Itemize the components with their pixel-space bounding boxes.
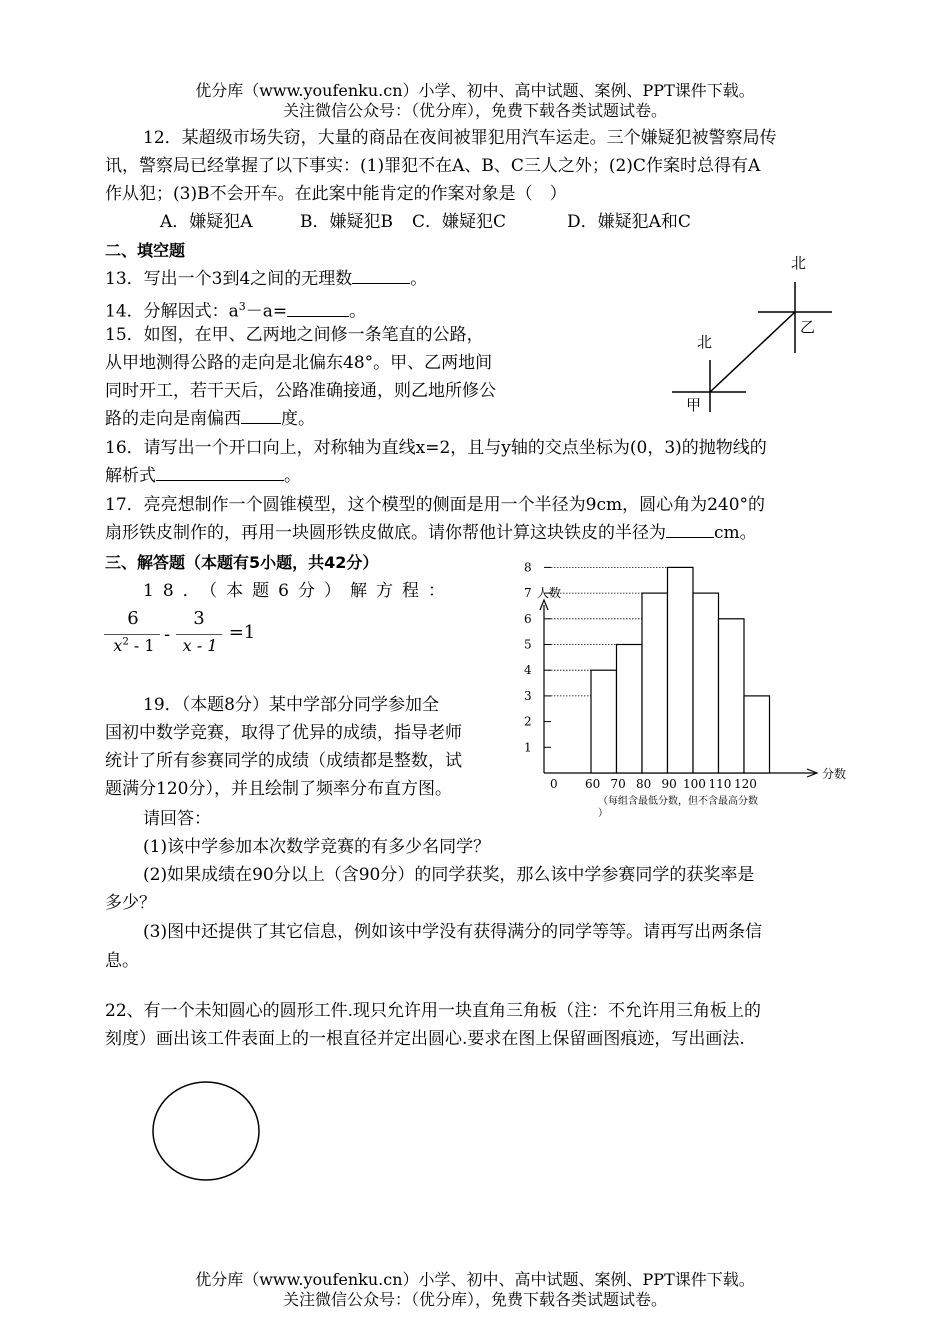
q12-option-b: B．嫌疑犯B (300, 212, 393, 232)
x-tick-label: 100 (683, 777, 706, 791)
q12-line-2: 讯，警察局已经掌握了以下事实：(1)罪犯不在A、B、C三人之外；(2)C作案时总得有A (105, 156, 761, 176)
q18-fraction-bar-2 (176, 634, 222, 635)
yi-label: 乙 (800, 318, 816, 336)
y-tick-label: 1 (524, 740, 532, 755)
q18-numerator-2: 3 (193, 608, 205, 629)
y-tick-label: 6 (524, 611, 532, 626)
q12-option-d: D．嫌疑犯A和C (567, 212, 691, 232)
histogram-note-line-2: ） (598, 808, 608, 819)
y-tick-label: 8 (524, 560, 532, 575)
q16-line-2 (105, 462, 301, 490)
q14-end: 。 (349, 301, 367, 322)
histogram-bar (744, 696, 770, 773)
q17-line-1: 17．亮亮想制作一个圆锥模型，这个模型的侧面是用一个半径为9cm，圆心角为240°的 (105, 495, 766, 515)
q18-minus: - (163, 624, 171, 645)
histogram-bar (693, 593, 719, 773)
q19-sub-2-line-2: 多少？ (105, 893, 156, 913)
section-2-title: 二、填空题 (105, 241, 186, 260)
q15-answer-blank[interactable] (241, 405, 281, 424)
q18-equation (104, 604, 264, 664)
q16-line-2-end: 。 (284, 466, 301, 486)
q15-line-1: 15．如图，在甲、乙两地之间修一条笔直的公路， (105, 325, 484, 345)
q14-answer-blank[interactable] (287, 298, 349, 317)
north-label-left: 北 (697, 333, 713, 351)
x-tick-label: 120 (734, 777, 757, 791)
q13 (105, 265, 427, 293)
q18-den1-base: x (113, 636, 123, 655)
workpiece-circle-figure (150, 1080, 264, 1184)
histogram-bar (642, 593, 668, 773)
x-tick-label: 60 (585, 777, 601, 791)
q19-line-1: 19．（本题8分）某中学部分同学参加全 (143, 695, 439, 715)
y-tick-label: 7 (524, 586, 532, 601)
q22-line-2: 刻度）画出该工件表面上的一根直径并定出圆心.要求在图上保留画图痕迹，写出画法. (105, 1029, 745, 1049)
q15-line-2: 从甲地测得公路的走向是北偏东48°。甲、乙两地间 (105, 353, 493, 373)
x-axis-label: 分数 (822, 767, 847, 781)
q19-line-4: 题满分120分），并且绘制了频率分布直方图。 (105, 779, 452, 799)
header-line-1: 优分库（www.youfenku.cn）小学、初中、高中试题、案例、PPT课件下载。 (195, 81, 755, 100)
x-tick-label: 110 (708, 777, 732, 791)
q12-option-a: A．嫌疑犯A (160, 212, 253, 232)
q15-line-4-end: 度。 (281, 409, 315, 429)
q15-line-4-text: 路的走向是南偏西 (105, 409, 241, 429)
q18-denominator-2: x - 1 (182, 636, 218, 655)
y-axis-label: 人数 (537, 586, 562, 600)
y-tick-label: 3 (524, 688, 532, 703)
workpiece-circle (153, 1082, 259, 1180)
q19-sub-2-line-1: (2)如果成绩在90分以上（含90分）的同学获奖，那么该中学参赛同学的获奖率是 (143, 865, 755, 885)
q19-line-3: 统计了所有参赛同学的成绩（成绩都是整数，试 (105, 751, 462, 771)
x-tick-label: 70 (610, 777, 626, 791)
header-line-2: 关注微信公众号：（优分库），免费下载各类试题试卷。 (282, 101, 667, 120)
q19-sub-1: (1)该中学参加本次数学竞赛的有多少名同学？ (143, 837, 491, 857)
q18-fraction-bar-1 (104, 634, 160, 635)
q16-answer-blank[interactable] (156, 462, 284, 481)
q16-line-2-text: 解析式 (105, 466, 156, 486)
q18-text: 18．（本题6分）解方程： (143, 581, 454, 601)
x-tick-label: 0 (550, 777, 558, 791)
road-line (710, 312, 795, 392)
q12-line-3: 作从犯；(3)B不会开车。在此案中能肯定的作案对象是（ ） (105, 184, 567, 204)
x-tick-label: 80 (636, 777, 652, 791)
y-tick-label: 4 (524, 663, 532, 678)
q12-line-1: 12．某超级市场失窃，大量的商品在夜间被罪犯用汽车运走。三个嫌疑犯被警察局传 (143, 128, 777, 148)
q13-end: 。 (410, 269, 428, 289)
q18-numerator-1: 6 (127, 608, 139, 629)
q17-line-2-text: 扇形铁皮制作的，再用一块圆形铁皮做底。请你帮他计算这块铁皮的半径为 (105, 523, 666, 543)
q19-sub-3-line-2: 息。 (105, 951, 139, 971)
footer-line-2: 关注微信公众号：（优分库），免费下载各类试题试卷。 (282, 1290, 667, 1309)
q13-text: 13．写出一个3到4之间的无理数 (105, 269, 353, 289)
q17-line-2-end: cm。 (714, 523, 757, 543)
q12-option-c: C．嫌疑犯C (412, 212, 507, 232)
q15-direction-figure (660, 250, 860, 420)
footer-line-1: 优分库（www.youfenku.cn）小学、初中、高中试题、案例、PPT课件下载。 (195, 1270, 755, 1289)
histogram-bar (719, 619, 745, 773)
q17-answer-blank[interactable] (666, 519, 714, 538)
q22-line-1: 22、有一个未知圆心的圆形工件.现只允许用一块直角三角板（注：不允许用三角板上的 (105, 1001, 762, 1021)
q14-text: 14．分解因式：a (105, 301, 239, 322)
q14-exponent: 3 (238, 300, 246, 313)
q15-line-3: 同时开工，若干天后，公路准确接通，则乙地所修公 (105, 381, 496, 401)
jia-label: 甲 (686, 396, 702, 414)
north-label-top: 北 (791, 254, 807, 272)
q14-rest: －a= (245, 301, 288, 322)
score-histogram (510, 560, 860, 830)
y-tick-label: 2 (524, 714, 532, 729)
q17-line-2 (105, 519, 757, 547)
q19-line-5: 请回答： (143, 809, 211, 829)
histogram-bar (617, 645, 643, 774)
q15-line-4 (105, 405, 315, 433)
q18-den1-rest: - 1 (128, 636, 155, 655)
q13-answer-blank[interactable] (352, 265, 410, 284)
q19-sub-3-line-1: (3)图中还提供了其它信息，例如该中学没有获得满分的同学等等。请再写出两条信 (143, 922, 763, 942)
histogram-note-line-1: （每组含最低分数，但不含最高分数 (598, 796, 758, 807)
q19-line-2: 国初中数学竞赛，取得了优异的成绩，指导老师 (105, 723, 462, 743)
y-tick-label: 5 (524, 637, 532, 652)
q18-rhs: =1 (228, 622, 256, 643)
q18-den1-exponent: 2 (122, 636, 129, 648)
q16-line-1: 16．请写出一个开口向上，对称轴为直线x=2，且与y轴的交点坐标为(0，3)的抛物线的 (105, 438, 767, 458)
x-tick-label: 90 (661, 777, 677, 791)
section-3-title: 三、解答题（本题有5小题，共42分） (105, 553, 379, 572)
q18-denominator-1 (106, 636, 162, 655)
histogram-bar (591, 670, 617, 773)
histogram-bar (668, 567, 694, 773)
